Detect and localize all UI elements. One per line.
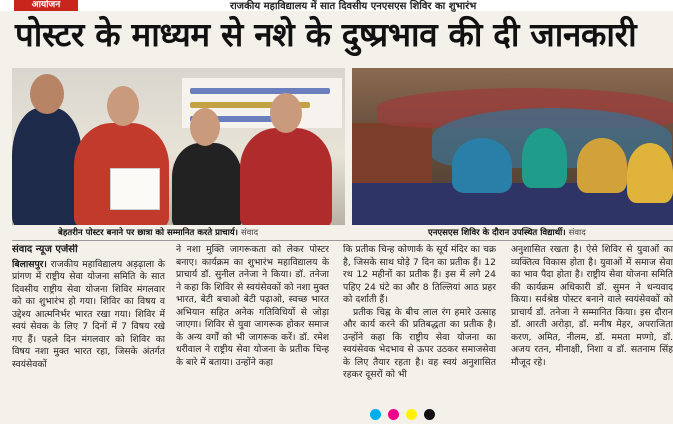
byline: संवाद न्यूज एजेंसी [12,244,78,255]
section-tag: आयोजन [14,0,78,11]
photo-credit: संवाद [240,228,259,238]
photo-poster-award [12,68,345,225]
registration-marks [370,405,442,424]
photo-caption: एनएसएस शिविर के दौरान उपस्थित विद्यार्थी। संवाद [428,228,586,238]
poster-card [110,168,160,210]
column-text: राजकीय महाविद्यालय अड़ढ़ाला के प्रांगण में राष्ट्रीय सेवा योजना समिति के सात दिवसीय राष्ट्रीय सेवा योजना शिविर मंगलवार को का शुभारंभ हो गया। शिविर का विषय व उद्देश्य आत्मनिर्भर भारत रखा गया। शिविर में स्वयं सेवक के लिए 7 दिनों में 7 विषय रखे गए हैं। पहले दिन मंगलवार को शिविर का विषय नशा मुक्त भारत रहा, जिसके अंतर्गत स्वयंसेवकों [12,258,165,370]
registration-dot [388,409,399,420]
column-paragraph: कि प्रतीक चिन्ह कोणार्क के सूर्य मंदिर का चक्र है, जिसके साथ घोड़े 7 दिन का प्रतीक हैं। 12 रथ 12 महीनों का प्रतीक हैं। इस में लगे 24 पहिए 24 घंटे का और 8 तिल्लियां आठ प्रहर को दर्शाती हैं। [343,244,496,305]
registration-dot [424,409,435,420]
article-column-3 [343,244,496,406]
column-text: अनुशासित रखता है। ऐसे शिविर से युवाओं का व्यक्तित्व विकास होता है। युवाओं में समाज सेवा का भाव पैदा होता है। राष्ट्रीय सेवा योजना समिति की कार्यक्रम अधिकारी डॉ. सुमन ने धन्यवाद किया। सर्वश्रेष्ठ पोस्टर बनाने वाले स्वयंसेवकों को प्राचार्य डॉ. तनेजा ने सम्मानित किया। इस दौरान डॉ. आरती अरोड़ा, डॉ. मनीष मेहर, अपराजिता करण, अमित, नीलम, डॉ. ममता मण्गो, डॉ. अजय रतन, मीनाक्षी, निशा व डॉ. सतनाम सिंह मौजूद रहे। [511,244,673,368]
article-column-2 [176,244,329,406]
article-column-1 [12,244,165,406]
registration-dot [406,409,417,420]
article-column-4 [511,244,673,406]
dateline: बिलासपुर। [12,258,47,270]
registration-dot [370,409,381,420]
column-text: ने नशा मुक्ति जागरूकता को लेकर पोस्टर बनाए। कार्यक्रम का शुभारंभ महाविद्यालय के प्राचार्य डॉ. सुनील तनेजा ने किया। डॉ. तनेजा ने कहा कि शिविर से स्वयंसेवकों को नशा मुक्त भारत, बेटी बचाओ बेटी पढ़ाओ, स्वच्छ भारत अभियान सहित अनेक गतिविधियों से जोड़ा जाएगा। शिविर से युवा जागरूक होकर समाज के अन्य वर्गों को भी जागरूक करें। डॉ. रमेश धरीवाल ने राष्ट्रीय सेवा योजना के प्रतीक चिन्ह के बारे में बताया। उन्होंने कहा [176,244,329,368]
photo-nss-students [352,68,673,225]
photo-caption: बेहतरीन पोस्टर बनाने पर छात्रा को सम्मानित करते प्राचार्य। संवाद [58,228,259,238]
headline: पोस्टर के माध्यम से नशे के दुष्प्रभाव की दी जानकारी [15,15,637,54]
photo-credit: संवाद [568,228,586,238]
column-paragraph: प्रतीक चिह्न के बीच लाल रंग हमारे उत्साह और कार्य करने की प्रतिबद्धता का प्रतीक है। उन्होंने कहा कि राष्ट्रीय सेवा योजना का स्वयंसेवक भेदभाव से ऊपर उठकर समाजसेवा के लिए तैयार रहता है। वह स्वयं अनुशासित रहकर दूसरों को भी [343,306,496,380]
kicker-line: राजकीय महाविद्यालय में सात दिवसीय एनएसएस शिविर का शुभारंभ [230,1,477,12]
divider [12,240,673,241]
